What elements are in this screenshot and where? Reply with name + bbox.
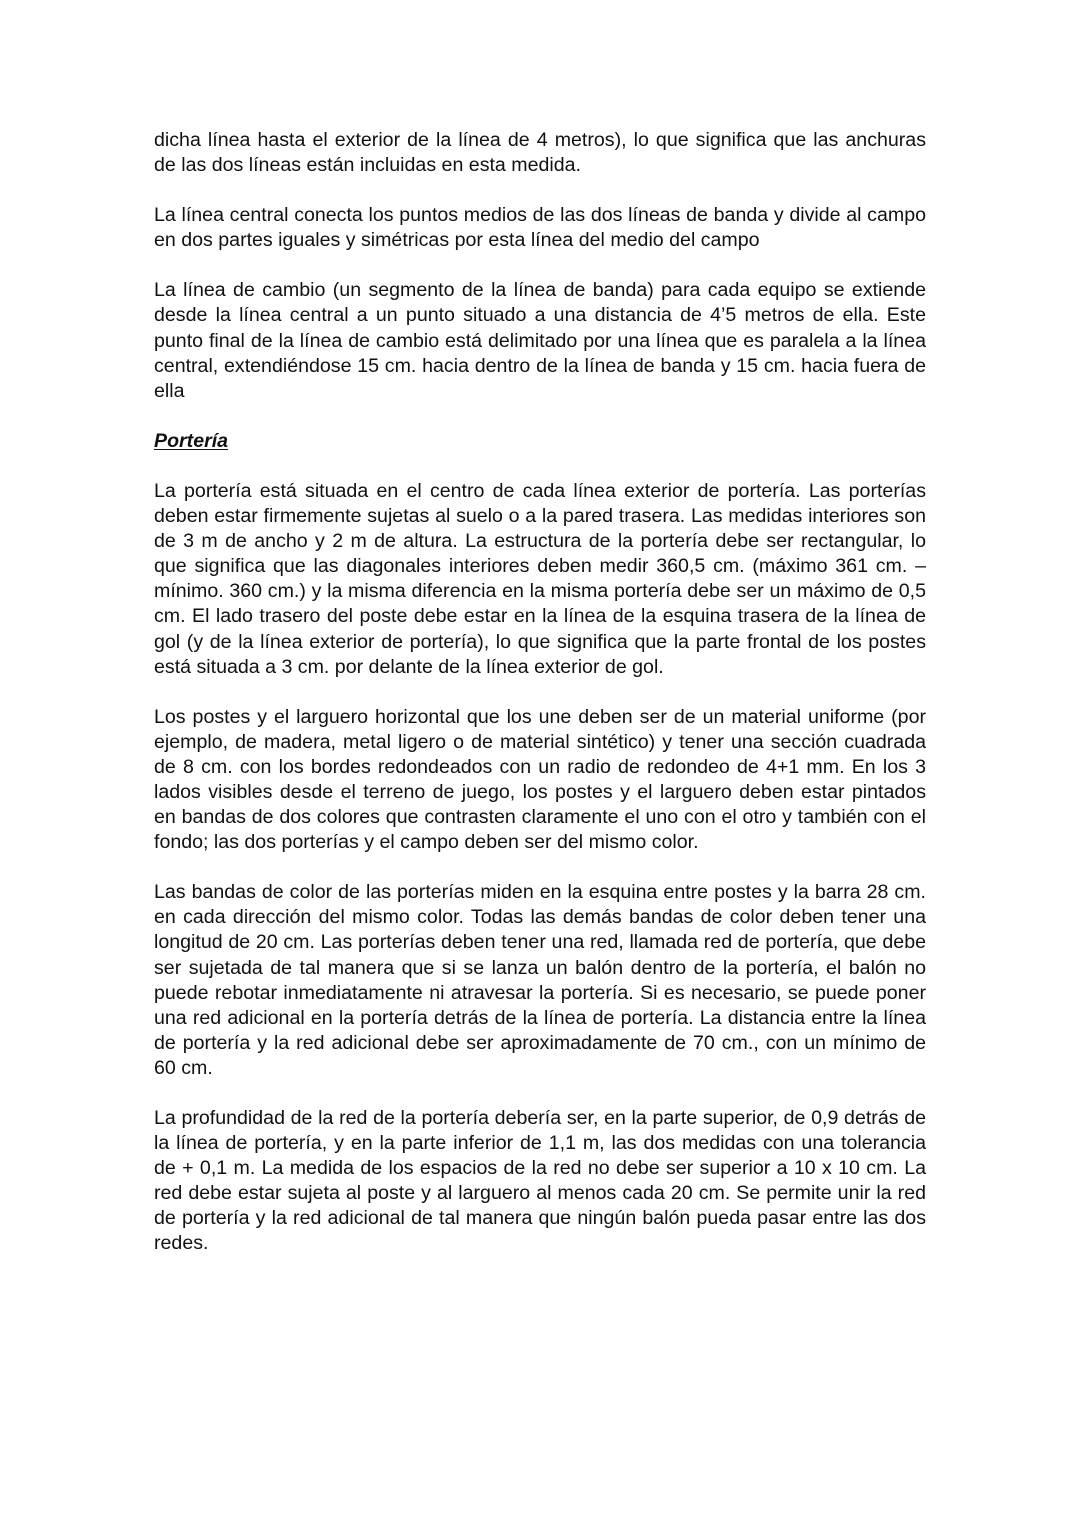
paragraph-substitution-line: La línea de cambio (un segmento de la línea de banda) para cada equipo se extiende desde la línea central a un punto situado a una distancia de 4’5 metros de ella. Este punto final de la línea de cambio está delimitado por una línea que es paralela a la línea central, extendiéndose 15 cm. hacia dentro de la línea de banda y 15 cm. hacia fuera de ella bbox=[154, 279, 926, 402]
section-heading-porteria: Portería bbox=[154, 429, 229, 452]
paragraph-net-depth: La profundidad de la red de la portería debería ser, en la parte superior, de 0,9 detrás de la línea de portería, y en la parte inferior de 1,1 m, las dos medidas con una tolerancia de + 0,1 m. La medida de los espacios de la red no debe ser superior a 10 x 10 cm. La red debe estar sujeta al poste y al larguero al menos cada 20 cm. Se permite unir la red de portería y la red adicional de tal manera que ningún balón pueda pasar entre las dos redes. bbox=[154, 1107, 926, 1255]
paragraph-center-line: La línea central conecta los puntos medios de las dos líneas de banda y divide al campo en dos partes iguales y simétricas por esta línea del medio del campo bbox=[154, 204, 926, 252]
paragraph-line-widths: dicha línea hasta el exterior de la línea de 4 metros), lo que significa que las anchuras de las dos líneas están incluidas en esta medida. bbox=[154, 129, 926, 177]
paragraph-goal-posts: Los postes y el larguero horizontal que los une deben ser de un material uniforme (por ejemplo, de madera, metal ligero o de material sintético) y tener una sección cuadrada de 8 cm. con los bordes redondeados con un radio de redondeo de 4+1 mm. En los 3 lados visibles desde el terreno de juego, los postes y el larguero deben estar pintados en bandas de dos colores que contrasten claramente el uno con el otro y también con el fondo; las dos porterías y el campo deben ser del mismo color. bbox=[154, 705, 926, 854]
paragraph-color-bands: Las bandas de color de las porterías miden en la esquina entre postes y la barra 28 cm. en cada dirección del mismo color. Todas las demás bandas de color deben tener una longitud de 20 cm. Las porterías deben tener una red, llamada red de portería, que debe ser sujetada de tal manera que si se lanza un balón dentro de la portería, el balón no puede rebotar inmediatamente ni atravesar la portería. Si es necesario, se puede poner una red adicional en la portería detrás de la línea de portería. La distancia entre la línea de portería y la red adicional debe ser aproximadamente de 70 cm., con un mínimo de 60 cm. bbox=[154, 881, 926, 1079]
paragraph-goal-position: La portería está situada en el centro de cada línea exterior de portería. Las porterías deben estar firmemente sujetas al suelo o a la pared trasera. Las medidas interiores son de 3 m de ancho y 2 m de altura. La estructura de la portería debe ser rectangular, lo que significa que las diagonales interiores deben medir 360,5 cm. (máximo 361 cm. – mínimo. 360 cm.) y la misma diferencia en la misma portería debe ser un máximo de 0,5 cm. El lado trasero del poste debe estar en la línea de la esquina trasera de la línea de gol (y de la línea exterior de portería), lo que significa que la parte frontal de los postes está situada a 3 cm. por delante de la línea exterior de gol. bbox=[154, 479, 926, 678]
document-page bbox=[154, 128, 926, 1282]
